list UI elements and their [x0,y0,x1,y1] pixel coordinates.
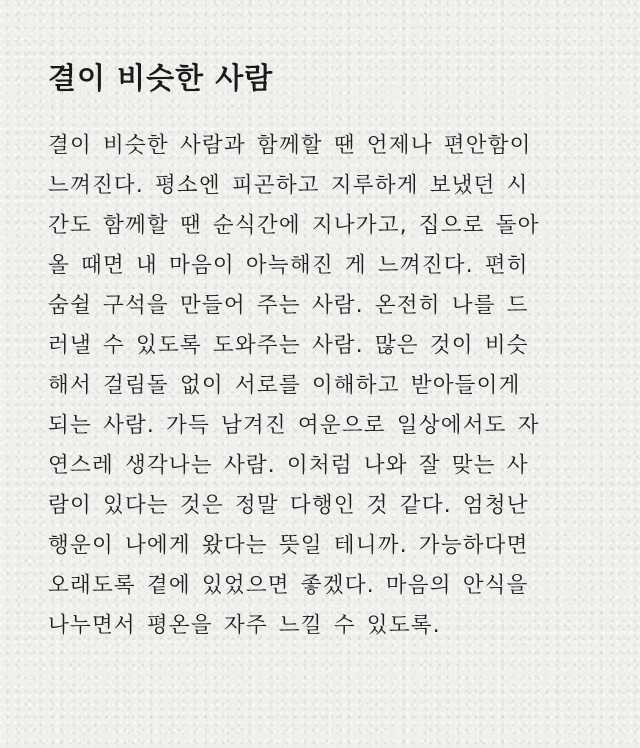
body-line: 오래도록 곁에 있었으면 좋겠다. 마음의 안식을 [48,573,529,598]
body-line: 나누면서 평온을 자주 느낄 수 있도록. [48,613,441,638]
page-title: 결이 비슷한 사람 [48,61,274,95]
body-line: 간도 함께할 땐 순식간에 지나가고, 집으로 돌아 [48,213,540,238]
body-line: 되는 사람. 가득 남겨진 여운으로 일상에서도 자 [48,413,540,438]
body-line: 러낼 수 있도록 도와주는 사람. 많은 것이 비슷 [48,333,529,358]
body-line: 연스레 생각나는 사람. 이처럼 나와 잘 맞는 사 [48,453,529,478]
body-line: 람이 있다는 것은 정말 다행인 것 같다. 엄청난 [48,493,529,518]
body-line: 해서 걸림돌 없이 서로를 이해하고 받아들이게 [48,373,521,398]
body-line: 숨쉴 구석을 만들어 주는 사람. 온전히 나를 드 [48,293,529,318]
body-line: 올 때면 내 마음이 아늑해진 게 느껴진다. 편히 [48,253,529,278]
body-text [48,126,608,646]
body-line: 행운이 나에게 왔다는 뜻일 테니까. 가능하다면 [48,533,529,558]
body-line: 느껴진다. 평소엔 피곤하고 지루하게 보냈던 시 [48,173,529,198]
body-line: 결이 비슷한 사람과 함께할 땐 언제나 편안함이 [48,133,532,158]
